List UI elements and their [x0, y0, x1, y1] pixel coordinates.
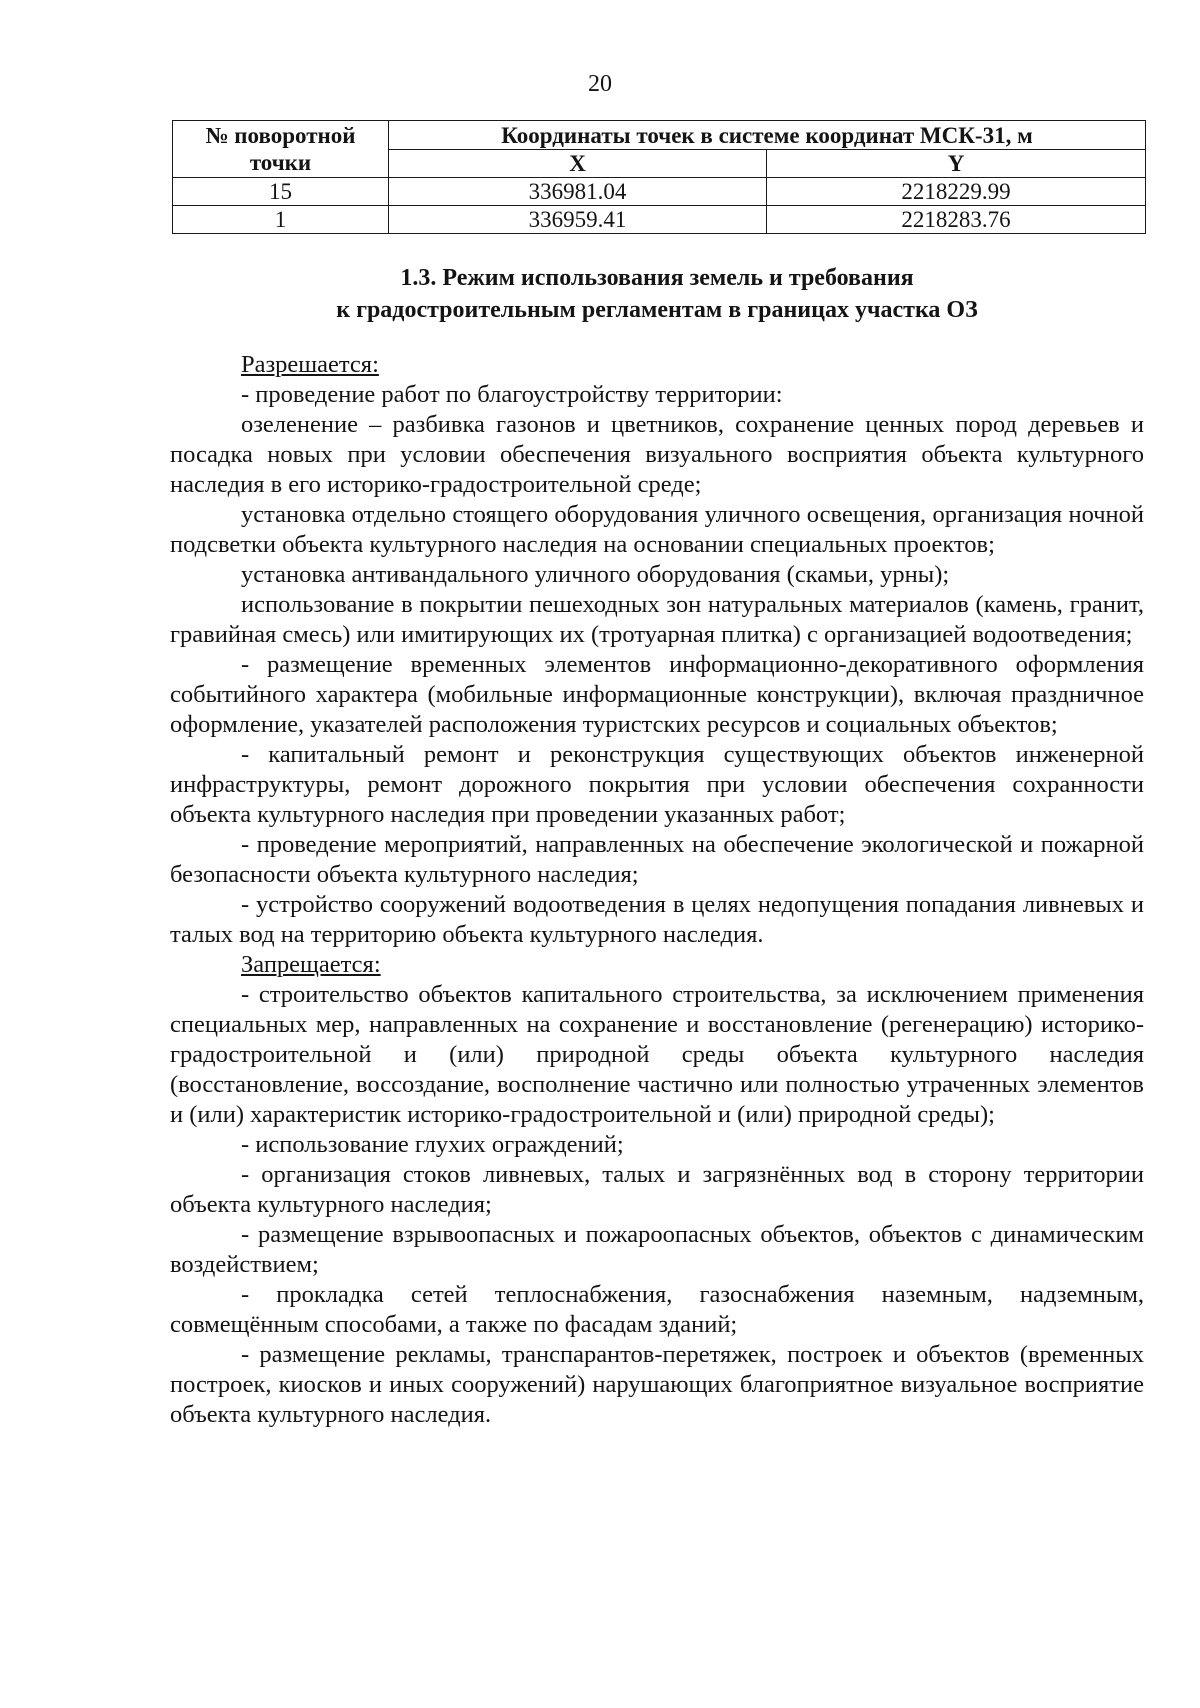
allowed-item: - капитальный ремонт и реконструкция существующих объектов инженерной инфраструктуры, ремонт дорожного покрытия при условии обеспечения сохранности объекта культурного наследия при проведении указанных работ;	[170, 741, 1144, 828]
allowed-item: - проведение мероприятий, направленных на обеспечение экологической и пожарной безопасности объекта культурного наследия;	[170, 831, 1144, 888]
allowed-item: - проведение работ по благоустройству территории:	[241, 381, 783, 408]
forbidden-item: - размещение рекламы, транспарантов-перетяжек, построек и объектов (временных построек, киосков и иных сооружений) нарушающих благоприятное визуальное восприятие объекта культурного наследия.	[170, 1341, 1144, 1428]
allowed-item: установка антивандального уличного оборудования (скамьи, урны);	[241, 561, 950, 588]
point-cell: 1	[173, 206, 389, 234]
allowed-item: использование в покрытии пешеходных зон натуральных материалов (камень, гранит, гравийная смесь) или имитирующих их (тротуарная плитка) с организацией водоотведения;	[170, 591, 1144, 648]
x-cell: 336981.04	[389, 178, 767, 206]
table-row	[173, 206, 1146, 234]
allowed-label: Разрешается:	[241, 351, 379, 378]
forbidden-item: - размещение взрывоопасных и пожароопасных объектов, объектов с динамическим воздействием;	[170, 1221, 1144, 1278]
forbidden-item: - использование глухих ограждений;	[241, 1131, 624, 1158]
point-cell: 15	[173, 178, 389, 206]
forbidden-item: - строительство объектов капитального строительства, за исключением применения специальных мер, направленных на сохранение и восстановление (регенерацию) историко-градостроительной и (или) природной среды объекта культурного наследия (восстановление, воссоздание, восполнение частично или полностью утраченных элементов и (или) характеристик историко-градостроительной и (или) природной среды);	[170, 981, 1144, 1128]
coordinates-group-header: Координаты точек в системе координат МСК-31, м	[389, 121, 1146, 150]
table-row	[173, 178, 1146, 206]
document-body	[170, 262, 1144, 1430]
point-column-header: № поворотной точки	[173, 121, 389, 178]
y-cell: 2218283.76	[767, 206, 1146, 234]
section-heading-line: 1.3. Режим использования земель и требования	[400, 265, 914, 291]
y-column-header: Y	[767, 150, 1146, 178]
allowed-item: установка отдельно стоящего оборудования уличного освещения, организация ночной подсветки объекта культурного наследия на основании специальных проектов;	[170, 501, 1144, 558]
forbidden-label: Запрещается:	[241, 951, 381, 978]
allowed-item: озеленение – разбивка газонов и цветников, сохранение ценных пород деревьев и посадка новых при условии обеспечения визуального восприятия объекта культурного наследия в его историко-градостроительной среде;	[170, 411, 1144, 498]
page-number: 20	[588, 71, 612, 97]
forbidden-item: - прокладка сетей теплоснабжения, газоснабжения наземным, надземным, совмещённым способами, а также по фасадам зданий;	[170, 1281, 1144, 1338]
coordinates-table	[172, 120, 1146, 234]
allowed-item: - размещение временных элементов информационно-декоративного оформления событийного характера (мобильные информационные конструкции), включая праздничное оформление, указателей расположения туристских ресурсов и социальных объектов;	[170, 651, 1144, 738]
allowed-item: - устройство сооружений водоотведения в целях недопущения попадания ливневых и талых вод на территорию объекта культурного наследия.	[170, 891, 1144, 948]
forbidden-item: - организация стоков ливневых, талых и загрязнённых вод в сторону территории объекта культурного наследия;	[170, 1161, 1144, 1218]
x-cell: 336959.41	[389, 206, 767, 234]
x-column-header: X	[389, 150, 767, 178]
y-cell: 2218229.99	[767, 178, 1146, 206]
section-heading	[170, 262, 1144, 326]
section-heading-line: к градостроительным регламентам в границах участка ОЗ	[336, 297, 978, 323]
